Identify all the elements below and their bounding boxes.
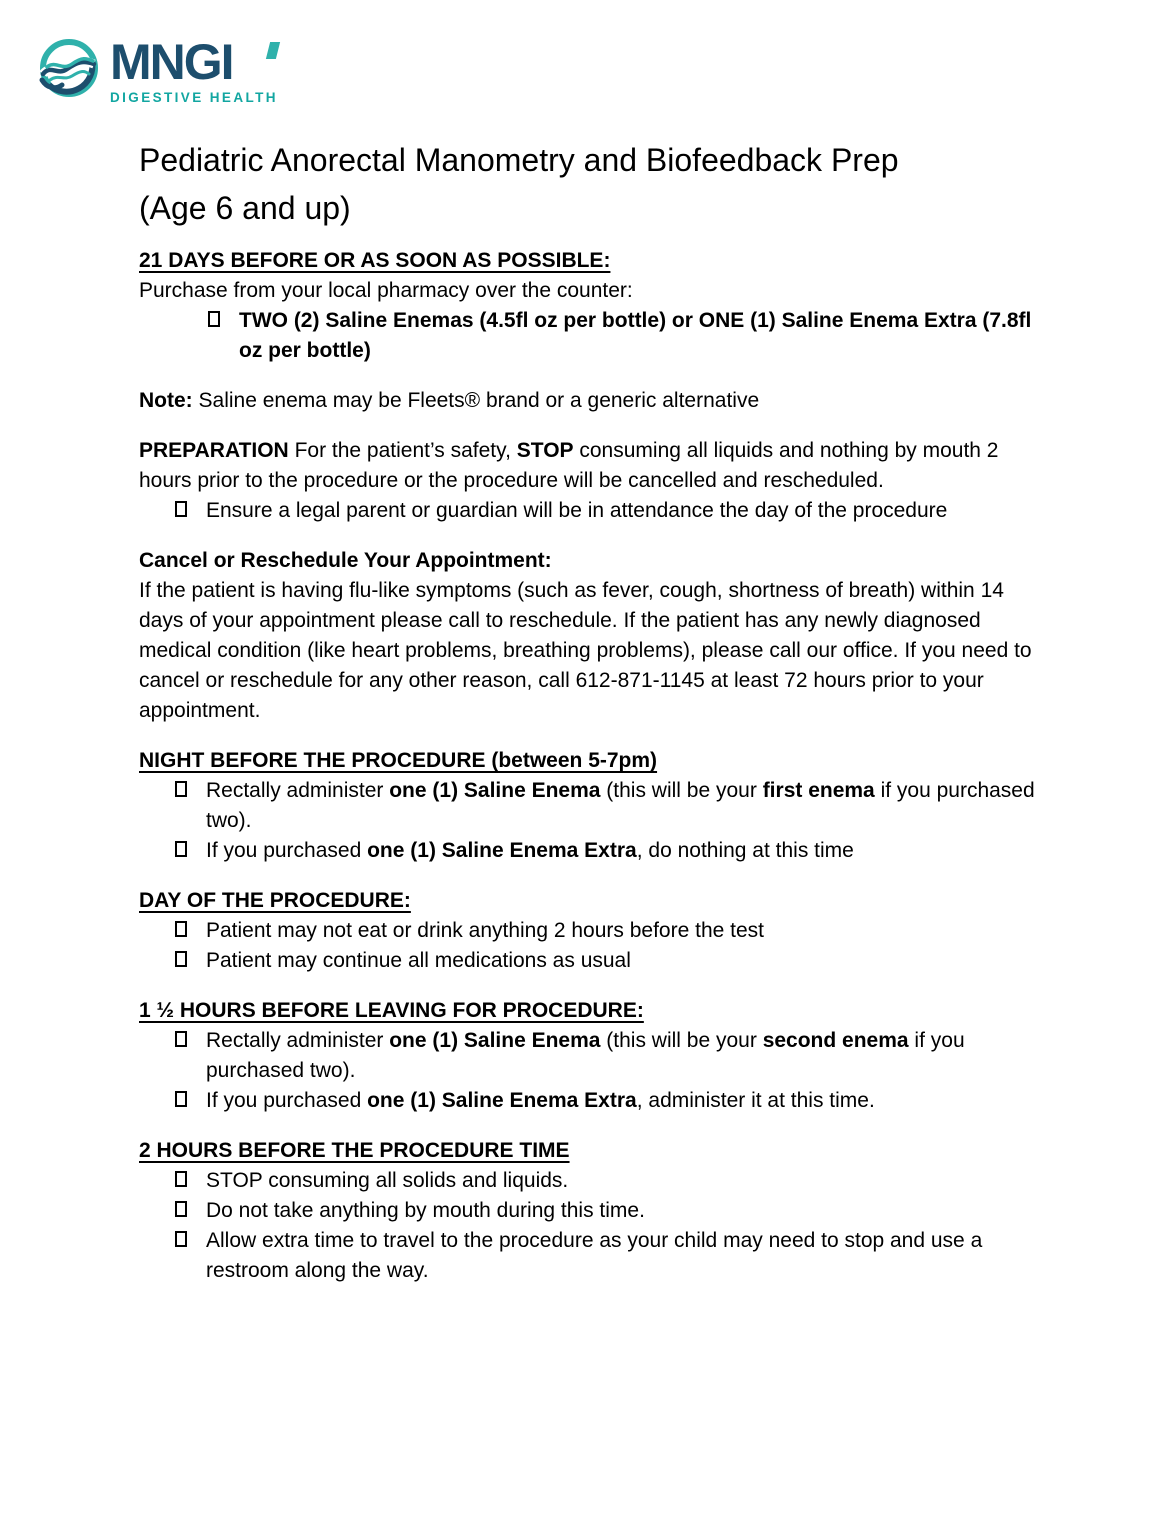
text-run: If you purchased [206,1089,368,1112]
list-item [139,836,1035,866]
list-item [139,1026,1035,1086]
text-run: , administer it at this time. [636,1089,875,1112]
text-run: Note: [139,389,193,412]
checkbox-glyph [175,781,187,797]
section-heading [139,246,1035,276]
section-heading-text: 21 DAYS BEFORE OR AS SOON AS POSSIBLE: [139,249,611,272]
section [139,746,1035,866]
text-run: Patient may not eat or drink anything 2 hours before the test [206,919,764,942]
text-run: one (1) Saline Enema [389,779,601,802]
logo-tagline: DIGESTIVE HEALTH [110,90,278,105]
list-item [139,1166,1035,1196]
section-heading-text: DAY OF THE PROCEDURE: [139,889,411,912]
text-runs [139,279,633,302]
text-run: second enema [762,1029,909,1052]
brand-text: MNGI [110,34,233,90]
text-run: one (1) Saline Enema Extra [367,839,637,862]
text-run: Rectally administer [206,1029,390,1052]
text-runs [206,1226,1035,1286]
text-run: one (1) Saline Enema Extra [367,1089,637,1112]
text-run: , do nothing at this time [636,839,854,862]
text-run: Rectally administer [206,779,390,802]
text-run: (this will be your [600,1029,763,1052]
page-title-line2: (Age 6 and up) [139,190,351,226]
section [139,1136,1035,1286]
list-item [139,306,1035,366]
checkbox-glyph [175,1201,187,1217]
text-run: TWO (2) Saline Enemas (4.5fl oz per bottle) or ONE (1) Saline Enema Extra (7.8fl oz per bottle) [239,309,1032,362]
text-run: consuming all liquids and nothing by mouth 2 hours prior to the procedure or the procedure will be cancelled and rescheduled. [139,439,999,492]
section-heading-text: 1 ½ HOURS BEFORE LEAVING FOR PROCEDURE: [139,999,644,1022]
page-title [139,136,1035,232]
text-runs [139,439,998,492]
section-heading [139,1136,1035,1166]
checkbox-glyph [208,311,220,327]
text-run: Purchase from your local pharmacy over the counter: [139,279,633,302]
text-runs [206,916,1035,946]
text-run: (this will be your [600,779,763,802]
text-run: STOP [516,439,574,462]
checkbox-glyph [175,1171,187,1187]
section [139,546,1035,726]
text-runs [206,1086,1035,1116]
section [139,386,1035,416]
checkbox-glyph [175,1091,187,1107]
section-heading-text: 2 HOURS BEFORE THE PROCEDURE TIME [139,1139,570,1162]
section [139,246,1035,366]
section-heading [139,746,1035,776]
text-run: STOP consuming all solids and liquids. [206,1169,569,1192]
text-runs [206,1026,1035,1086]
list-item [139,916,1035,946]
text-run: Ensure a legal parent or guardian will be in attendance the day of the procedure [206,499,948,522]
paragraph [139,436,1035,496]
section-heading [139,546,1035,576]
text-run: If you purchased [206,839,368,862]
checkbox-glyph [175,921,187,937]
list-item [139,1086,1035,1116]
list-item [139,776,1035,836]
text-run: one (1) Saline Enema [389,1029,601,1052]
paragraph [139,276,1035,306]
text-runs [206,1166,1035,1196]
text-run: if you purchased two). [206,779,1035,832]
text-run: If the patient is having flu-like symptoms (such as fever, cough, shortness of breath) within 14 days of your appointment please call to reschedule. If the patient has any newly diagnosed medical condition (like heart problems, breathing problems), please call our office. If you need to cancel or reschedule for any other reason, call 612-871-1145 at least 72 hours prior to your appointment. [139,579,1032,722]
text-runs [139,579,1032,722]
list-item [139,1226,1035,1286]
section-heading-text: NIGHT BEFORE THE PROCEDURE (between 5-7pm) [139,749,658,772]
text-run: Saline enema may be Fleets® brand or a generic alternative [192,389,760,412]
checkbox-glyph [175,841,187,857]
text-runs [206,1196,1035,1226]
list-item [139,946,1035,976]
text-run: Do not take anything by mouth during this time. [206,1199,645,1222]
section [139,886,1035,976]
checkbox-glyph [175,1231,187,1247]
page-title-line1: Pediatric Anorectal Manometry and Biofeedback Prep [139,142,899,178]
text-runs [206,946,1035,976]
section-heading-text: Cancel or Reschedule Your Appointment: [139,549,552,572]
text-runs [206,836,1035,866]
document-body [139,246,1035,1286]
text-run: if you purchased two). [206,1029,965,1082]
checkbox-glyph [175,501,187,517]
section-heading [139,886,1035,916]
text-run: PREPARATION [139,439,289,462]
section [139,996,1035,1116]
text-run: Allow extra time to travel to the procedure as your child may need to stop and use a restroom along the way. [206,1229,983,1282]
text-run: For the patient’s safety, [288,439,517,462]
text-run: first enema [762,779,875,802]
checkbox-glyph [175,1031,187,1047]
section [139,436,1035,526]
text-runs [206,496,1035,526]
list-item [139,1196,1035,1226]
section-heading [139,996,1035,1026]
list-item [139,496,1035,526]
text-runs [139,389,759,412]
checkbox-glyph [175,951,187,967]
paragraph [139,386,1035,416]
text-runs [239,306,1035,366]
paragraph [139,576,1035,726]
text-runs [206,776,1035,836]
text-run: Patient may continue all medications as usual [206,949,631,972]
